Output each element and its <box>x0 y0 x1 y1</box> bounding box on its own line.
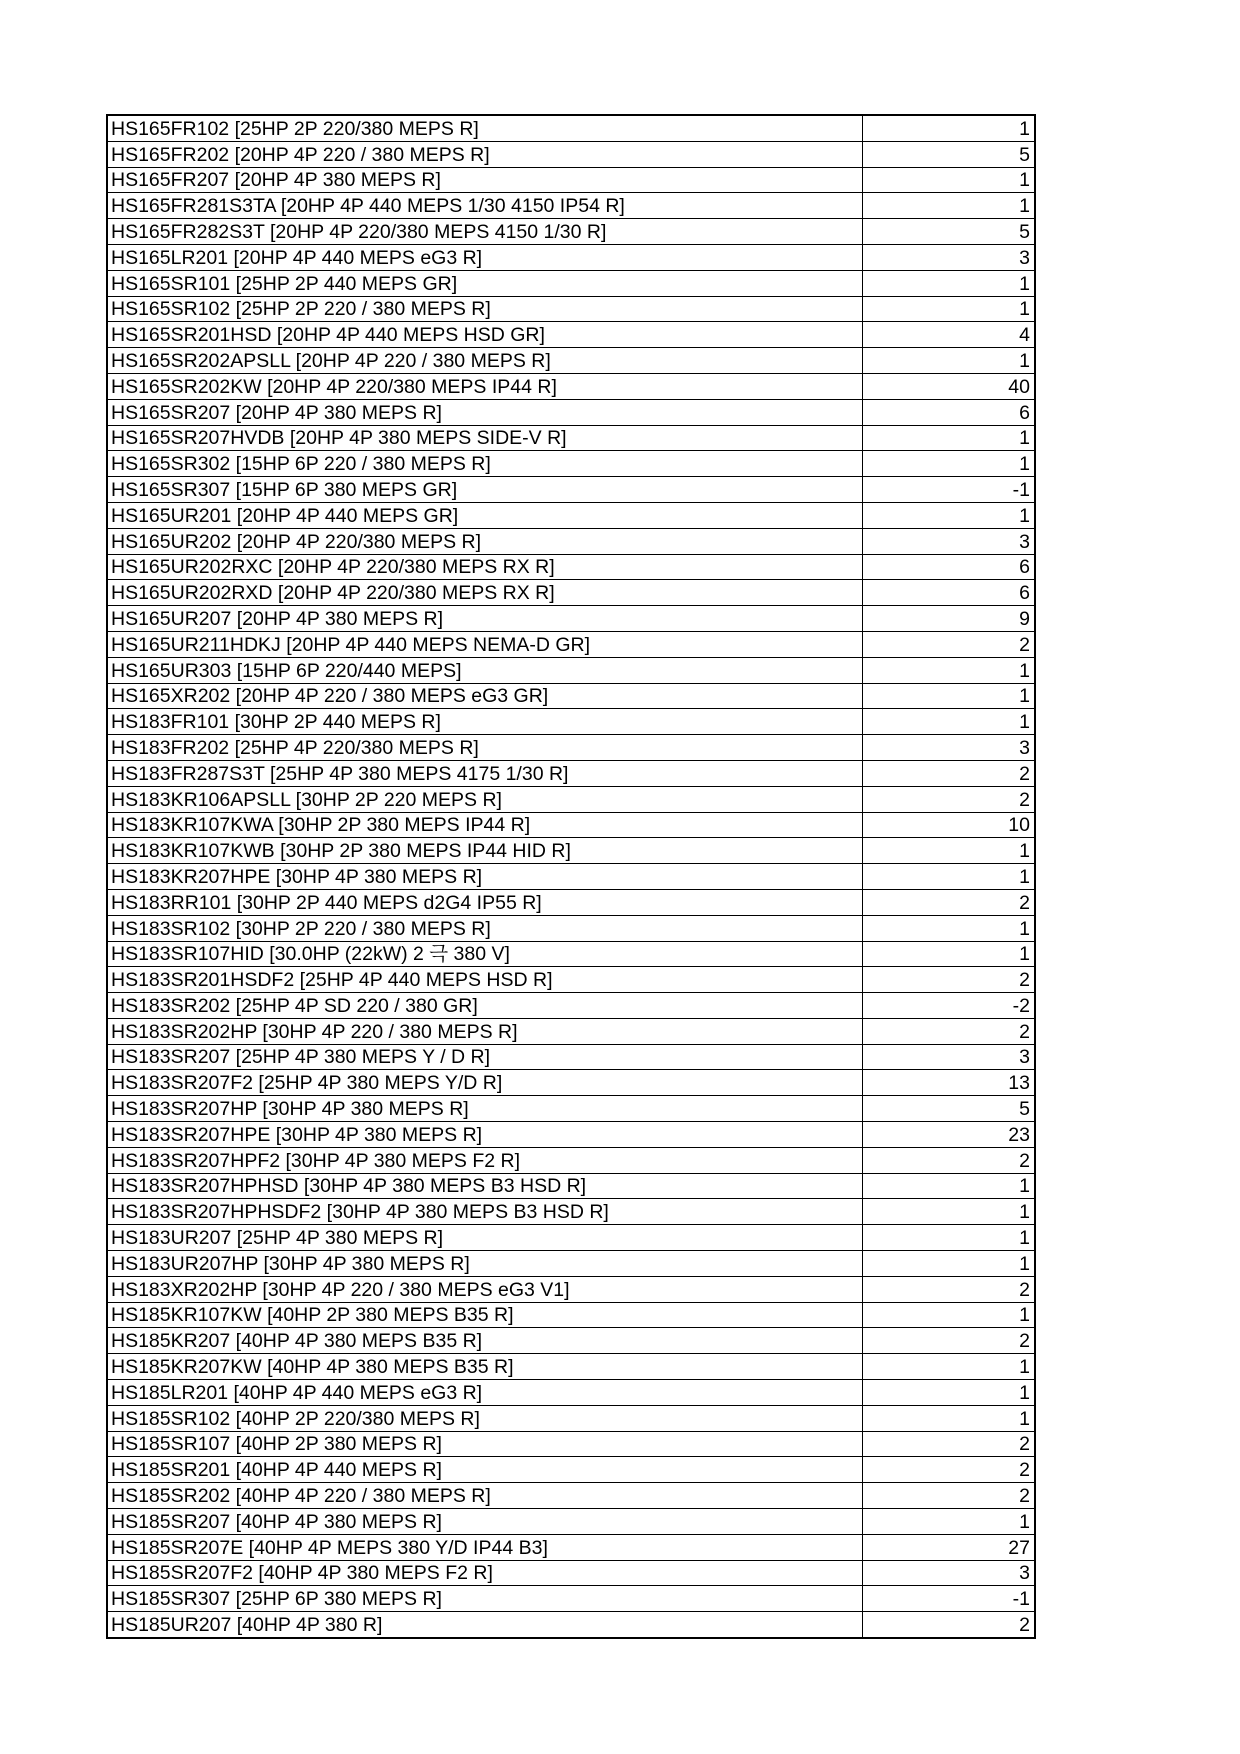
item-description-cell: HS183SR207HPF2 [30HP 4P 380 MEPS F2 R] <box>107 1147 862 1173</box>
item-quantity-cell: 10 <box>862 812 1035 838</box>
item-description-cell: HS183KR106APSLL [30HP 2P 220 MEPS R] <box>107 786 862 812</box>
item-description-cell: HS165FR102 [25HP 2P 220/380 MEPS R] <box>107 115 862 141</box>
item-quantity-cell: 27 <box>862 1534 1035 1560</box>
item-quantity-cell: 1 <box>862 709 1035 735</box>
table-row <box>107 528 1035 554</box>
item-description-cell: HS165SR202APSLL [20HP 4P 220 / 380 MEPS R] <box>107 348 862 374</box>
item-description-cell: HS165SR201HSD [20HP 4P 440 MEPS HSD GR] <box>107 322 862 348</box>
item-description-cell: HS165SR302 [15HP 6P 220 / 380 MEPS R] <box>107 451 862 477</box>
item-quantity-cell: 2 <box>862 1612 1035 1638</box>
item-quantity-cell: 1 <box>862 838 1035 864</box>
table-row <box>107 502 1035 528</box>
item-quantity-cell: 1 <box>862 115 1035 141</box>
item-description-cell: HS183SR107HID [30.0HP (22kW) 2 극 380 V] <box>107 941 862 967</box>
table-row <box>107 1509 1035 1535</box>
table-row <box>107 915 1035 941</box>
table-row <box>107 1328 1035 1354</box>
item-description-cell: HS165SR307 [15HP 6P 380 MEPS GR] <box>107 477 862 503</box>
item-description-cell: HS183KR107KWA [30HP 2P 380 MEPS IP44 R] <box>107 812 862 838</box>
item-quantity-cell: 5 <box>862 219 1035 245</box>
item-quantity-cell: 23 <box>862 1122 1035 1148</box>
item-quantity-cell: 2 <box>862 967 1035 993</box>
item-quantity-cell: 5 <box>862 1096 1035 1122</box>
item-description-cell: HS165SR202KW [20HP 4P 220/380 MEPS IP44 R] <box>107 373 862 399</box>
item-quantity-cell: 5 <box>862 141 1035 167</box>
table-row <box>107 219 1035 245</box>
item-quantity-cell: 2 <box>862 1276 1035 1302</box>
item-description-cell: HS165UR303 [15HP 6P 220/440 MEPS] <box>107 657 862 683</box>
item-description-cell: HS183RR101 [30HP 2P 440 MEPS d2G4 IP55 R] <box>107 889 862 915</box>
item-quantity-cell: 1 <box>862 348 1035 374</box>
item-description-cell: HS185LR201 [40HP 4P 440 MEPS eG3 R] <box>107 1380 862 1406</box>
table-row <box>107 1044 1035 1070</box>
item-quantity-cell: 3 <box>862 1044 1035 1070</box>
item-quantity-cell: 4 <box>862 322 1035 348</box>
item-description-cell: HS185SR107 [40HP 2P 380 MEPS R] <box>107 1431 862 1457</box>
table-row <box>107 477 1035 503</box>
table-row <box>107 1096 1035 1122</box>
item-quantity-cell: 2 <box>862 1431 1035 1457</box>
table-row <box>107 606 1035 632</box>
item-description-cell: HS165UR207 [20HP 4P 380 MEPS R] <box>107 606 862 632</box>
table-row <box>107 1018 1035 1044</box>
table-row <box>107 1457 1035 1483</box>
item-description-cell: HS185SR102 [40HP 2P 220/380 MEPS R] <box>107 1405 862 1431</box>
item-description-cell: HS165UR211HDKJ [20HP 4P 440 MEPS NEMA-D GR] <box>107 631 862 657</box>
item-description-cell: HS165UR202RXD [20HP 4P 220/380 MEPS RX R] <box>107 580 862 606</box>
table-row <box>107 296 1035 322</box>
table-row <box>107 967 1035 993</box>
table-row <box>107 1534 1035 1560</box>
item-description-cell: HS183SR207HPE [30HP 4P 380 MEPS R] <box>107 1122 862 1148</box>
item-quantity-cell: 2 <box>862 889 1035 915</box>
table-row <box>107 786 1035 812</box>
inventory-table <box>106 114 1036 1639</box>
item-quantity-cell: 2 <box>862 1328 1035 1354</box>
item-quantity-cell: 1 <box>862 1225 1035 1251</box>
item-quantity-cell: 40 <box>862 373 1035 399</box>
item-quantity-cell: 2 <box>862 1457 1035 1483</box>
item-description-cell: HS165SR207 [20HP 4P 380 MEPS R] <box>107 399 862 425</box>
item-description-cell: HS185SR207 [40HP 4P 380 MEPS R] <box>107 1509 862 1535</box>
item-description-cell: HS183XR202HP [30HP 4P 220 / 380 MEPS eG3 V1] <box>107 1276 862 1302</box>
item-description-cell: HS165FR202 [20HP 4P 220 / 380 MEPS R] <box>107 141 862 167</box>
table-row <box>107 838 1035 864</box>
item-quantity-cell: 2 <box>862 786 1035 812</box>
table-row <box>107 1354 1035 1380</box>
item-quantity-cell: 1 <box>862 193 1035 219</box>
item-quantity-cell: 1 <box>862 1354 1035 1380</box>
table-row <box>107 580 1035 606</box>
table-row <box>107 373 1035 399</box>
table-row <box>107 889 1035 915</box>
item-quantity-cell: 1 <box>862 1405 1035 1431</box>
table-row <box>107 735 1035 761</box>
table-row <box>107 1070 1035 1096</box>
item-quantity-cell: 3 <box>862 528 1035 554</box>
item-description-cell: HS183SR207HPHSD [30HP 4P 380 MEPS B3 HSD R] <box>107 1173 862 1199</box>
item-description-cell: HS183SR207HPHSDF2 [30HP 4P 380 MEPS B3 HSD R] <box>107 1199 862 1225</box>
item-quantity-cell: 2 <box>862 1018 1035 1044</box>
item-description-cell: HS183SR102 [30HP 2P 220 / 380 MEPS R] <box>107 915 862 941</box>
item-quantity-cell: 6 <box>862 554 1035 580</box>
item-description-cell: HS165SR102 [25HP 2P 220 / 380 MEPS R] <box>107 296 862 322</box>
item-description-cell: HS165LR201 [20HP 4P 440 MEPS eG3 R] <box>107 244 862 270</box>
item-quantity-cell: 2 <box>862 1483 1035 1509</box>
table-row <box>107 1147 1035 1173</box>
table-row <box>107 1483 1035 1509</box>
item-quantity-cell: 1 <box>862 1251 1035 1277</box>
table-row <box>107 1560 1035 1586</box>
item-description-cell: HS185UR207 [40HP 4P 380 R] <box>107 1612 862 1638</box>
table-row <box>107 657 1035 683</box>
table-row <box>107 709 1035 735</box>
item-quantity-cell: 1 <box>862 1380 1035 1406</box>
table-row <box>107 631 1035 657</box>
table-row <box>107 1380 1035 1406</box>
item-quantity-cell: 1 <box>862 864 1035 890</box>
item-description-cell: HS183SR207HP [30HP 4P 380 MEPS R] <box>107 1096 862 1122</box>
table-row <box>107 760 1035 786</box>
table-row <box>107 1225 1035 1251</box>
item-quantity-cell: 1 <box>862 1199 1035 1225</box>
table-row <box>107 244 1035 270</box>
item-quantity-cell: 1 <box>862 167 1035 193</box>
item-quantity-cell: 3 <box>862 244 1035 270</box>
item-description-cell: HS183KR207HPE [30HP 4P 380 MEPS R] <box>107 864 862 890</box>
item-description-cell: HS183SR201HSDF2 [25HP 4P 440 MEPS HSD R] <box>107 967 862 993</box>
table-row <box>107 451 1035 477</box>
item-quantity-cell: 1 <box>862 270 1035 296</box>
item-description-cell: HS183FR101 [30HP 2P 440 MEPS R] <box>107 709 862 735</box>
item-quantity-cell: -1 <box>862 1586 1035 1612</box>
item-description-cell: HS165FR207 [20HP 4P 380 MEPS R] <box>107 167 862 193</box>
item-description-cell: HS185SR201 [40HP 4P 440 MEPS R] <box>107 1457 862 1483</box>
item-quantity-cell: 1 <box>862 451 1035 477</box>
item-quantity-cell: 1 <box>862 1173 1035 1199</box>
table-row <box>107 1302 1035 1328</box>
item-description-cell: HS183UR207 [25HP 4P 380 MEPS R] <box>107 1225 862 1251</box>
table-row <box>107 1405 1035 1431</box>
inventory-table-body <box>107 115 1035 1638</box>
item-description-cell: HS183UR207HP [30HP 4P 380 MEPS R] <box>107 1251 862 1277</box>
item-description-cell: HS165FR282S3T [20HP 4P 220/380 MEPS 4150 1/30 R] <box>107 219 862 245</box>
item-quantity-cell: 1 <box>862 915 1035 941</box>
item-description-cell: HS165XR202 [20HP 4P 220 / 380 MEPS eG3 GR] <box>107 683 862 709</box>
item-quantity-cell: 9 <box>862 606 1035 632</box>
item-description-cell: HS165SR207HVDB [20HP 4P 380 MEPS SIDE-V R] <box>107 425 862 451</box>
table-row <box>107 399 1035 425</box>
item-quantity-cell: 3 <box>862 735 1035 761</box>
item-description-cell: HS165UR202RXC [20HP 4P 220/380 MEPS RX R] <box>107 554 862 580</box>
item-description-cell: HS185SR202 [40HP 4P 220 / 380 MEPS R] <box>107 1483 862 1509</box>
item-quantity-cell: 2 <box>862 1147 1035 1173</box>
table-row <box>107 1431 1035 1457</box>
item-description-cell: HS185SR207F2 [40HP 4P 380 MEPS F2 R] <box>107 1560 862 1586</box>
item-description-cell: HS185SR307 [25HP 6P 380 MEPS R] <box>107 1586 862 1612</box>
table-row <box>107 270 1035 296</box>
table-row <box>107 993 1035 1019</box>
table-row <box>107 1251 1035 1277</box>
item-description-cell: HS183FR287S3T [25HP 4P 380 MEPS 4175 1/30 R] <box>107 760 862 786</box>
item-quantity-cell: 1 <box>862 683 1035 709</box>
item-description-cell: HS183KR107KWB [30HP 2P 380 MEPS IP44 HID R] <box>107 838 862 864</box>
table-row <box>107 864 1035 890</box>
table-row <box>107 683 1035 709</box>
item-description-cell: HS185KR107KW [40HP 2P 380 MEPS B35 R] <box>107 1302 862 1328</box>
table-row <box>107 941 1035 967</box>
item-quantity-cell: 6 <box>862 399 1035 425</box>
item-description-cell: HS183SR207F2 [25HP 4P 380 MEPS Y/D R] <box>107 1070 862 1096</box>
item-description-cell: HS185KR207KW [40HP 4P 380 MEPS B35 R] <box>107 1354 862 1380</box>
item-description-cell: HS165UR202 [20HP 4P 220/380 MEPS R] <box>107 528 862 554</box>
item-description-cell: HS183SR202 [25HP 4P SD 220 / 380 GR] <box>107 993 862 1019</box>
table-row <box>107 1612 1035 1638</box>
item-quantity-cell: 1 <box>862 1509 1035 1535</box>
table-row <box>107 348 1035 374</box>
item-description-cell: HS183FR202 [25HP 4P 220/380 MEPS R] <box>107 735 862 761</box>
item-description-cell: HS165FR281S3TA [20HP 4P 440 MEPS 1/30 4150 IP54 R] <box>107 193 862 219</box>
table-row <box>107 1586 1035 1612</box>
item-description-cell: HS185SR207E [40HP 4P MEPS 380 Y/D IP44 B3] <box>107 1534 862 1560</box>
item-quantity-cell: 1 <box>862 657 1035 683</box>
table-row <box>107 141 1035 167</box>
item-description-cell: HS183SR202HP [30HP 4P 220 / 380 MEPS R] <box>107 1018 862 1044</box>
item-description-cell: HS185KR207 [40HP 4P 380 MEPS B35 R] <box>107 1328 862 1354</box>
table-row <box>107 1276 1035 1302</box>
item-quantity-cell: 6 <box>862 580 1035 606</box>
table-row <box>107 1173 1035 1199</box>
item-quantity-cell: 1 <box>862 941 1035 967</box>
table-row <box>107 193 1035 219</box>
table-row <box>107 1199 1035 1225</box>
item-quantity-cell: 2 <box>862 631 1035 657</box>
table-row <box>107 322 1035 348</box>
table-row <box>107 1122 1035 1148</box>
item-quantity-cell: 1 <box>862 1302 1035 1328</box>
table-row <box>107 115 1035 141</box>
item-quantity-cell: 2 <box>862 760 1035 786</box>
table-row <box>107 812 1035 838</box>
item-quantity-cell: 1 <box>862 425 1035 451</box>
item-quantity-cell: -2 <box>862 993 1035 1019</box>
table-row <box>107 554 1035 580</box>
item-quantity-cell: 13 <box>862 1070 1035 1096</box>
table-row <box>107 425 1035 451</box>
item-description-cell: HS165UR201 [20HP 4P 440 MEPS GR] <box>107 502 862 528</box>
item-description-cell: HS165SR101 [25HP 2P 440 MEPS GR] <box>107 270 862 296</box>
item-quantity-cell: 1 <box>862 502 1035 528</box>
item-quantity-cell: 1 <box>862 296 1035 322</box>
item-quantity-cell: 3 <box>862 1560 1035 1586</box>
item-quantity-cell: -1 <box>862 477 1035 503</box>
item-description-cell: HS183SR207 [25HP 4P 380 MEPS Y / D R] <box>107 1044 862 1070</box>
table-row <box>107 167 1035 193</box>
